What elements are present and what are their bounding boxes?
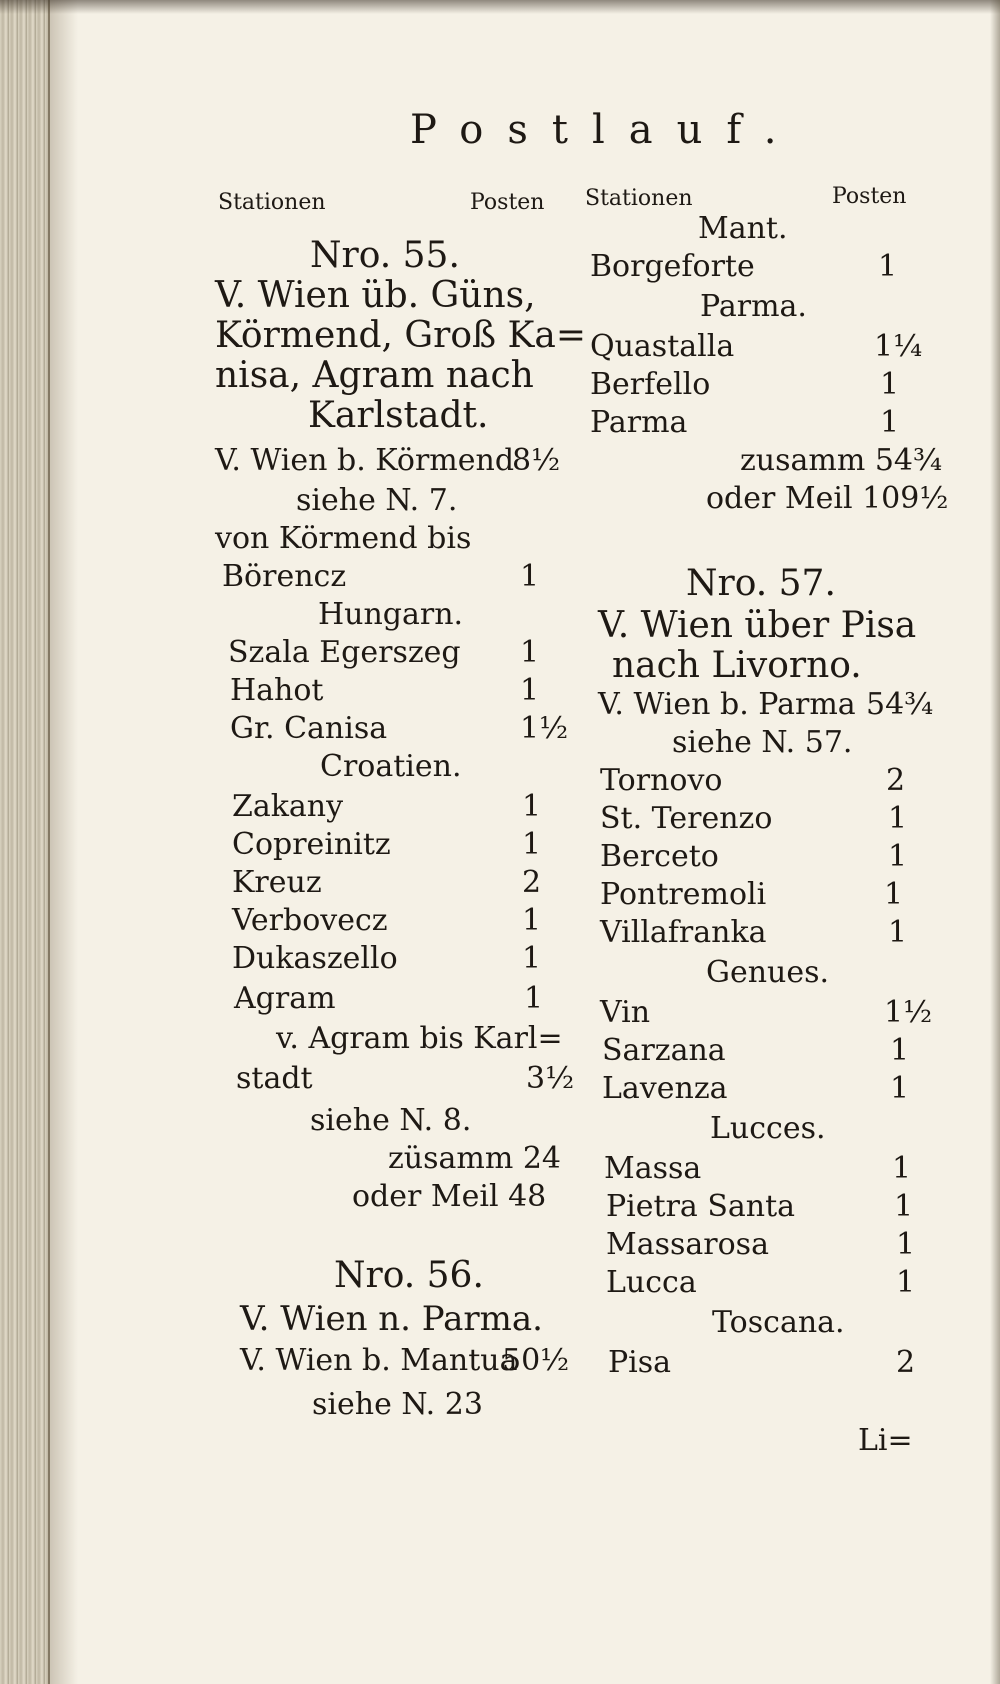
region-heading: Lucces. [710, 1111, 826, 1146]
station-posts: 1 [884, 877, 904, 912]
station-name: Pietra Santa [606, 1189, 796, 1224]
page-edge-stack [0, 0, 50, 1684]
route-57-heading-line-1: V. Wien über Pisa [598, 605, 917, 646]
route-57-number: Nro. 57. [686, 563, 836, 604]
station-name: Vin [600, 995, 651, 1030]
station-name: Tornovo [600, 763, 723, 798]
station-name: Sarzana [602, 1033, 726, 1068]
station-posts: 1 [888, 915, 908, 950]
route-56-number: Nro. 56. [334, 1255, 484, 1296]
route-55-heading-line-2: Körmend, Groß Ka= [215, 315, 587, 356]
route-56-intro-value: 50½ [502, 1343, 570, 1378]
station-posts: 1 [522, 789, 542, 824]
station-posts: 2 [886, 763, 906, 798]
top-shadow [0, 0, 1000, 14]
station-name: Kreuz [232, 865, 322, 900]
left-posts-header: Posten [470, 190, 545, 215]
karl-line-1: v. Agram bis Karl= [276, 1021, 563, 1056]
route-55-von: von Körmend bis [215, 521, 472, 556]
route-55-number: Nro. 55. [310, 235, 460, 276]
route-55-heading-line-1: V. Wien üb. Güns, [215, 275, 536, 316]
route-55-miles: oder Meil 48 [352, 1179, 547, 1214]
route-57-intro-label: V. Wien b. Parma [598, 687, 856, 722]
station-posts: 1 [880, 405, 900, 440]
station-posts: 1 [520, 635, 540, 670]
route-55-total: züsamm 24 [388, 1141, 562, 1176]
station-name: Copreinitz [232, 827, 391, 862]
route-56-heading: V. Wien n. Parma. [240, 1299, 543, 1339]
station-name: Verbovecz [232, 903, 388, 938]
station-posts: 1 [890, 1071, 910, 1106]
station-name: Gr. Canisa [230, 711, 388, 746]
station-name: Parma [590, 405, 688, 440]
karl-line-2-label: stadt [236, 1061, 313, 1096]
station-name: Villafranka [600, 915, 767, 950]
route-57-siehe: siehe N. 57. [672, 725, 853, 760]
region-heading: Parma. [700, 289, 807, 324]
station-posts: 1 [894, 1189, 914, 1224]
gutter-shadow [48, 0, 78, 1684]
karl-line-2-value: 3½ [526, 1061, 575, 1096]
route-55-intro-label: V. Wien b. Körmend [215, 443, 515, 478]
station-name: Massa [604, 1151, 702, 1186]
route-56-miles: oder Meil 109½ [706, 481, 949, 516]
page-title: Postlauf. [410, 107, 801, 153]
station-posts: 1½ [884, 995, 933, 1030]
right-stations-header: Stationen [585, 186, 693, 211]
station-name: Börencz [222, 559, 347, 594]
right-posts-header: Posten [832, 184, 907, 209]
station-name: Agram [234, 981, 336, 1016]
route-56-intro-label: V. Wien b. Mantua [240, 1343, 518, 1378]
station-posts: 1 [878, 249, 898, 284]
route-57-heading-line-2: nach Livorno. [612, 645, 862, 686]
station-name: Quastalla [590, 329, 735, 364]
station-posts: 1 [520, 673, 540, 708]
station-posts: 1 [892, 1151, 912, 1186]
station-posts: 1 [890, 1033, 910, 1068]
right-edge-shadow [990, 0, 1000, 1684]
station-posts: 1 [888, 839, 908, 874]
station-posts: 1 [880, 367, 900, 402]
station-name: Szala Egerszeg [228, 635, 461, 670]
route-55-siehe-2: siehe N. 8. [310, 1103, 472, 1138]
region-heading: Genues. [706, 955, 830, 990]
station-name: Dukaszello [232, 941, 398, 976]
station-name: Zakany [232, 789, 344, 824]
station-posts: 1 [888, 801, 908, 836]
catchword: Li= [858, 1423, 913, 1458]
station-posts: 1 [522, 903, 542, 938]
region-heading: Toscana. [712, 1305, 845, 1340]
region-heading: Hungarn. [318, 597, 464, 632]
station-posts: 1 [522, 941, 542, 976]
route-55-siehe: siehe N. 7. [296, 483, 458, 518]
left-stations-header: Stationen [218, 190, 326, 215]
region-heading: Croatien. [320, 749, 462, 784]
station-posts: 1 [520, 559, 540, 594]
station-name: Borgeforte [590, 249, 755, 284]
route-56-siehe: siehe N. 23 [312, 1387, 483, 1422]
station-posts: 1 [896, 1227, 916, 1262]
station-name: Hahot [230, 673, 324, 708]
route-57-intro-value: 54¾ [866, 687, 934, 722]
station-name: Lucca [606, 1265, 697, 1300]
station-posts: 1 [524, 981, 544, 1016]
station-name: Berfello [590, 367, 711, 402]
station-name: St. Terenzo [600, 801, 773, 836]
station-name: Berceto [600, 839, 719, 874]
station-posts: 2 [522, 865, 542, 900]
station-name: Lavenza [602, 1071, 728, 1106]
region-heading: Mant. [698, 211, 788, 246]
station-posts: 1½ [520, 711, 569, 746]
station-posts: 2 [896, 1345, 916, 1380]
station-name: Massarosa [606, 1227, 769, 1262]
station-posts: 1 [896, 1265, 916, 1300]
station-posts: 1¼ [874, 329, 923, 364]
station-name: Pontremoli [600, 877, 767, 912]
route-55-heading-line-3: nisa, Agram nach [215, 355, 534, 396]
route-55-heading-line-4: Karlstadt. [308, 395, 489, 436]
route-55-intro-value: 8½ [512, 443, 561, 478]
route-56-total: zusamm 54¾ [740, 443, 943, 478]
station-posts: 1 [522, 827, 542, 862]
station-name: Pisa [608, 1345, 672, 1380]
